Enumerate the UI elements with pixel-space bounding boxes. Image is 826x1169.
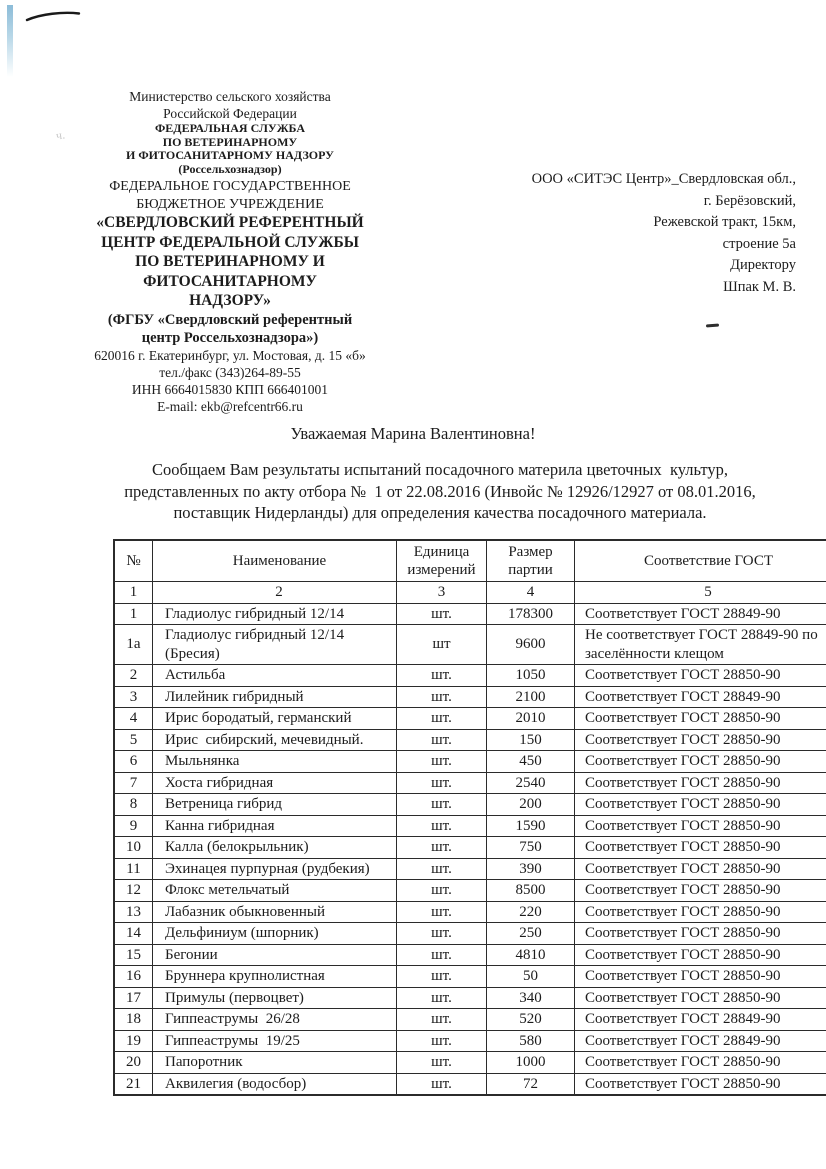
- scan-edge-strip: [7, 5, 13, 77]
- body-line: Сообщаем Вам результаты испытаний посадочного материла цветочных культур,: [151, 460, 729, 479]
- table-cell: Гладиолус гибридный 12/14: [153, 603, 397, 625]
- table-cell: 9: [114, 815, 153, 837]
- table-cell: 4810: [487, 944, 575, 966]
- table-row: [114, 1030, 826, 1052]
- table-row: [114, 858, 826, 880]
- service-line: ПО ВЕТЕРИНАРНОМУ: [162, 134, 298, 149]
- table-cell: 1050: [487, 665, 575, 687]
- ministry-line: Министерство сельского хозяйства: [129, 89, 331, 104]
- recipient-line: Режевской тракт, 15км,: [653, 214, 796, 230]
- table-cell: 20: [114, 1052, 153, 1074]
- table-cell: шт.: [397, 923, 487, 945]
- table-cell: шт.: [397, 987, 487, 1009]
- results-table: [113, 539, 826, 1096]
- table-cell: 7: [114, 772, 153, 794]
- body-line: поставщик Нидерланды) для определения качества посадочного материала.: [173, 503, 707, 522]
- table-cell: Соответствует ГОСТ 28850-90: [575, 944, 826, 966]
- table-cell: Гиппеаструмы 19/25: [153, 1030, 397, 1052]
- recipient-block: [396, 169, 796, 298]
- table-cell: Соответствует ГОСТ 28850-90: [575, 729, 826, 751]
- abbreviated-name-block: [92, 311, 368, 347]
- table-cell: шт.: [397, 794, 487, 816]
- center-name-line: НАДЗОРУ»: [189, 292, 271, 309]
- table-cell: 580: [487, 1030, 575, 1052]
- table-cell: 520: [487, 1009, 575, 1031]
- table-cell: шт.: [397, 815, 487, 837]
- table-cell: Соответствует ГОСТ 28850-90: [575, 901, 826, 923]
- table-cell: 390: [487, 858, 575, 880]
- table-cell: 6: [114, 751, 153, 773]
- table-row: [114, 1073, 826, 1095]
- recipient-line: г. Берёзовский,: [703, 192, 796, 209]
- abbrev-line: центр Россельхознадзора»): [141, 329, 319, 346]
- table-cell: 450: [487, 751, 575, 773]
- table-cell: Соответствует ГОСТ 28850-90: [575, 708, 826, 730]
- table-cell: 8: [114, 794, 153, 816]
- table-cell: Бегонии: [153, 944, 397, 966]
- table-cell: Бруннера крупнолистная: [153, 966, 397, 988]
- center-name-line: ЦЕНТР ФЕДЕРАЛЬНОЙ СЛУЖБЫ: [101, 233, 359, 251]
- table-cell: Хоста гибридная: [153, 772, 397, 794]
- service-line: ФЕДЕРАЛЬНАЯ СЛУЖБА: [155, 121, 305, 135]
- table-cell: шт.: [397, 966, 487, 988]
- salutation: Уважаемая Марина Валентиновна!: [290, 424, 536, 443]
- table-cell: 1: [114, 603, 153, 625]
- column-header: Единица измерений: [397, 540, 487, 582]
- institution-line: БЮДЖЕТНОЕ УЧРЕЖДЕНИЕ: [136, 196, 324, 212]
- center-name-line: ФИТОСАНИТАРНОМУ: [143, 272, 317, 290]
- table-cell: 250: [487, 923, 575, 945]
- table-row: [114, 794, 826, 816]
- table-cell: 2: [114, 665, 153, 687]
- table-row: [114, 772, 826, 794]
- table-cell: Соответствует ГОСТ 28850-90: [575, 987, 826, 1009]
- table-cell: Соответствует ГОСТ 28850-90: [575, 665, 826, 687]
- table-cell: Астильба: [153, 665, 397, 687]
- abbrev-line: (ФГБУ «Свердловский референтный: [107, 311, 353, 328]
- table-cell: шт.: [397, 1030, 487, 1052]
- table-cell: Соответствует ГОСТ 28850-90: [575, 923, 826, 945]
- table-cell: Соответствует ГОСТ 28850-90: [575, 966, 826, 988]
- table-header-row: [114, 540, 826, 582]
- table-cell: 18: [114, 1009, 153, 1031]
- table-cell: 200: [487, 794, 575, 816]
- table-row: [114, 923, 826, 945]
- email: E-mail: ekb@refcentr66.ru: [157, 398, 303, 414]
- column-number: 1: [114, 582, 153, 604]
- table-cell: Аквилегия (водосбор): [153, 1073, 397, 1095]
- table-cell: 9600: [487, 625, 575, 665]
- table-cell: 1а: [114, 625, 153, 665]
- column-number: 4: [487, 582, 575, 604]
- table-cell: шт.: [397, 1009, 487, 1031]
- table-cell: 5: [114, 729, 153, 751]
- results-table-body: [114, 540, 826, 1095]
- table-cell: шт.: [397, 837, 487, 859]
- table-cell: Соответствует ГОСТ 28849-90: [575, 686, 826, 708]
- table-cell: Папоротник: [153, 1052, 397, 1074]
- table-row: [114, 901, 826, 923]
- recipient-name: Шпак М. В.: [723, 278, 796, 295]
- table-cell: Лабазник обыкновенный: [153, 901, 397, 923]
- table-cell: 2540: [487, 772, 575, 794]
- body-paragraph: [90, 459, 790, 524]
- table-cell: Соответствует ГОСТ 28849-90: [575, 603, 826, 625]
- table-cell: Соответствует ГОСТ 28850-90: [575, 815, 826, 837]
- table-cell: Калла (белокрыльник): [153, 837, 397, 859]
- center-name-line: ПО ВЕТЕРИНАРНОМУ И: [135, 253, 325, 270]
- table-cell: Гиппеаструмы 26/28: [153, 1009, 397, 1031]
- table-row: [114, 708, 826, 730]
- table-cell: Ирис сибирский, мечевидный.: [153, 729, 397, 751]
- table-cell: 1000: [487, 1052, 575, 1074]
- contacts-block: [92, 347, 368, 415]
- ministry-line: Российской Федерации: [163, 106, 297, 121]
- table-cell: Дельфиниум (шпорник): [153, 923, 397, 945]
- table-cell: шт.: [397, 729, 487, 751]
- table-cell: Соответствует ГОСТ 28850-90: [575, 751, 826, 773]
- table-cell: Соответствует ГОСТ 28849-90: [575, 1030, 826, 1052]
- handwritten-dash-mark: [706, 324, 719, 328]
- column-header: Наименование: [153, 540, 397, 582]
- table-cell: Соответствует ГОСТ 28850-90: [575, 837, 826, 859]
- table-cell: Соответствует ГОСТ 28850-90: [575, 794, 826, 816]
- table-cell: 21: [114, 1073, 153, 1095]
- table-cell: шт.: [397, 686, 487, 708]
- table-cell: Ирис бородатый, германский: [153, 708, 397, 730]
- column-header: Соответствие ГОСТ: [575, 540, 826, 582]
- center-name-line: «СВЕРДЛОВСКИЙ РЕФЕРЕНТНЫЙ: [96, 214, 364, 231]
- table-cell: шт: [397, 625, 487, 665]
- table-cell: шт.: [397, 1052, 487, 1074]
- table-cell: Лилейник гибридный: [153, 686, 397, 708]
- table-cell: Соответствует ГОСТ 28849-90: [575, 1009, 826, 1031]
- service-line: (Россельхознадзор): [178, 161, 282, 176]
- table-cell: Примулы (первоцвет): [153, 987, 397, 1009]
- center-name-block: [92, 213, 368, 311]
- table-cell: шт.: [397, 772, 487, 794]
- service-line: И ФИТОСАНИТАРНОМУ НАДЗОРУ: [126, 148, 334, 162]
- table-cell: Флокс метельчатый: [153, 880, 397, 902]
- table-cell: Мыльнянка: [153, 751, 397, 773]
- table-cell: Не соответствует ГОСТ 28849-90 по заселённости клещом: [575, 625, 826, 665]
- ministry-block: [92, 88, 368, 122]
- table-cell: 340: [487, 987, 575, 1009]
- table-row: [114, 966, 826, 988]
- table-cell: 72: [487, 1073, 575, 1095]
- table-cell: 8500: [487, 880, 575, 902]
- table-cell: 3: [114, 686, 153, 708]
- table-cell: 150: [487, 729, 575, 751]
- table-row: [114, 837, 826, 859]
- table-cell: 2010: [487, 708, 575, 730]
- column-number: 3: [397, 582, 487, 604]
- column-header: Размер партии: [487, 540, 575, 582]
- table-cell: 16: [114, 966, 153, 988]
- column-number: 2: [153, 582, 397, 604]
- table-row: [114, 1052, 826, 1074]
- table-cell: 50: [487, 966, 575, 988]
- table-cell: шт.: [397, 665, 487, 687]
- table-cell: Соответствует ГОСТ 28850-90: [575, 772, 826, 794]
- table-cell: 12: [114, 880, 153, 902]
- recipient-title: Директору: [730, 257, 796, 273]
- recipient-line: строение 5а: [722, 235, 796, 252]
- inn-kpp: ИНН 6664015830 КПП 666401001: [131, 381, 329, 397]
- table-cell: 13: [114, 901, 153, 923]
- table-cell: 14: [114, 923, 153, 945]
- table-cell: Соответствует ГОСТ 28850-90: [575, 1073, 826, 1095]
- table-cell: 750: [487, 837, 575, 859]
- table-cell: шт.: [397, 901, 487, 923]
- table-cell: Соответствует ГОСТ 28850-90: [575, 858, 826, 880]
- table-cell: Канна гибридная: [153, 815, 397, 837]
- table-cell: Соответствует ГОСТ 28850-90: [575, 1052, 826, 1074]
- body-line: представленных по акту отбора № 1 от 22.08.2016 (Инвойс № 12926/12927 от 08.01.2016,: [124, 481, 756, 501]
- recipient-line: ООО «СИТЭС Центр»_Свердловская обл.,: [531, 171, 796, 187]
- table-cell: 10: [114, 837, 153, 859]
- table-row: [114, 625, 826, 665]
- table-cell: Эхинацея пурпурная (рудбекия): [153, 858, 397, 880]
- table-row: [114, 987, 826, 1009]
- table-row: [114, 751, 826, 773]
- table-cell: Ветреница гибрид: [153, 794, 397, 816]
- column-header: №: [114, 540, 153, 582]
- table-cell: Гладиолус гибридный 12/14 (Бресия): [153, 625, 397, 665]
- table-cell: Соответствует ГОСТ 28850-90: [575, 880, 826, 902]
- column-numbering-row: [114, 582, 826, 604]
- table-cell: 17: [114, 987, 153, 1009]
- table-row: [114, 815, 826, 837]
- table-cell: 19: [114, 1030, 153, 1052]
- table-row: [114, 880, 826, 902]
- federal-service-block: [92, 122, 368, 176]
- table-cell: 2100: [487, 686, 575, 708]
- table-row: [114, 944, 826, 966]
- table-cell: шт.: [397, 708, 487, 730]
- postal-address: 620016 г. Екатеринбург, ул. Мостовая, д. 15 «б»: [94, 347, 366, 363]
- table-cell: 220: [487, 901, 575, 923]
- table-row: [114, 686, 826, 708]
- table-cell: шт.: [397, 944, 487, 966]
- table-row: [114, 665, 826, 687]
- table-row: [114, 603, 826, 625]
- table-cell: шт.: [397, 751, 487, 773]
- table-cell: 1590: [487, 815, 575, 837]
- sender-letterhead: [92, 88, 368, 415]
- table-cell: 178300: [487, 603, 575, 625]
- table-cell: 15: [114, 944, 153, 966]
- pen-stroke-mark: [25, 9, 81, 25]
- table-cell: шт.: [397, 858, 487, 880]
- phone-fax: тел./факс (343)264-89-55: [159, 364, 301, 380]
- column-number: 5: [575, 582, 826, 604]
- faint-handwriting-mark: ч.: [55, 127, 66, 143]
- table-row: [114, 1009, 826, 1031]
- table-cell: шт.: [397, 880, 487, 902]
- table-row: [114, 729, 826, 751]
- institution-block: [92, 178, 368, 213]
- institution-line: ФЕДЕРАЛЬНОЕ ГОСУДАРСТВЕННОЕ: [109, 179, 351, 194]
- table-cell: шт.: [397, 1073, 487, 1095]
- table-cell: 4: [114, 708, 153, 730]
- table-cell: 11: [114, 858, 153, 880]
- table-cell: шт.: [397, 603, 487, 625]
